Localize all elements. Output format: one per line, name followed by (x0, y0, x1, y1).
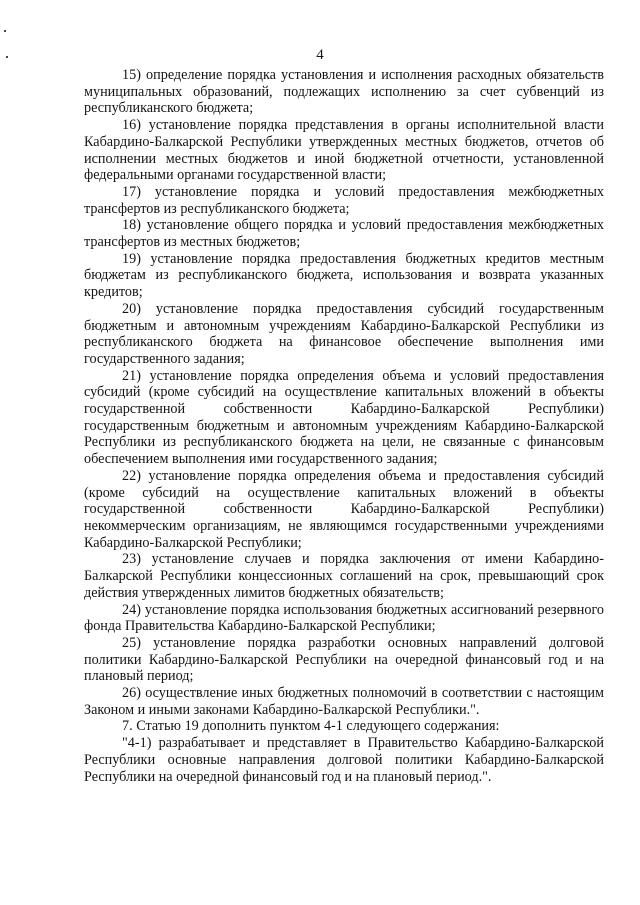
paragraph-article-19-amendment: 7. Статью 19 дополнить пунктом 4-1 следующего содержания: (122, 718, 500, 735)
paragraph-item-25: 25) установление порядка разработки основных направлений долговой политики Кабардино-Балкарской Республики на очередной финансовый год и на плановый период; (84, 634, 604, 685)
paragraph-item-18: 18) установление общего порядка и условий предоставления межбюджетных трансфертов из местных бюджетов; (84, 217, 604, 251)
paragraph-item-20: 20) установление порядка предоставления субсидий государственным бюджетным и автономным учреждениям Кабардино-Балкарской Республики из республиканского бюджета на финансовое обеспечение выполнения ими государственного задания; (84, 300, 604, 367)
paragraph-item-22: 22) установление порядка определения объема и предоставления субсидий (кроме субсидий на осуществление капитальных вложений в объекты государственной собственности Кабардино-Балкарской Республики) некоммерческим организациям, не являющимся государственными учреждениями Кабардино-Балкарской Республики; (84, 467, 604, 551)
paragraph-item-16: 16) установление порядка представления в органы исполнительной власти Кабардино-Балкарской Республики утвержденных местных бюджетов, отчетов об исполнении местных бюджетов и иной бюджетной отчетности, установленной федеральными органами государственной власти; (84, 117, 604, 184)
scan-speck (4, 30, 6, 32)
paragraph-item-21: 21) установление порядка определения объема и условий предоставления субсидий (кроме субсидий на осуществление капитальных вложений в объекты государственной собственности Кабардино-Балкарской Республики) государственным бюджетным и автономным учреждениям Кабардино-Балкарской Республики из республиканского бюджета на цели, не связанные с финансовым обеспечением выполнения ими государственного задания; (84, 367, 604, 468)
paragraph-item-24: 24) установление порядка использования бюджетных ассигнований резервного фонда Правительства Кабардино-Балкарской Республики; (84, 601, 604, 635)
page-number: 4 (316, 47, 324, 63)
paragraph-item-23: 23) установление случаев и порядка заключения от имени Кабардино-Балкарской Республики концессионных соглашений на срок, превышающий срок действия утвержденных лимитов бюджетных обязательств; (84, 551, 604, 601)
paragraph-item-15: 15) определение порядка установления и исполнения расходных обязательств муниципальных образований, подлежащих исполнению за счет субвенций из республиканского бюджета; (84, 67, 604, 117)
document-body (84, 67, 604, 785)
paragraph-item-26: 26) осуществление иных бюджетных полномочий в соответствии с настоящим Законом и иными законами Кабардино-Балкарской Республики.". (84, 685, 604, 718)
paragraph-item-4-1: "4-1) разрабатывает и представляет в Правительство Кабардино-Балкарской Республики основные направления долговой политики Кабардино-Балкарской Республики на очередной финансовый год и на плановый период.". (84, 735, 604, 785)
paragraph-item-19: 19) установление порядка предоставления бюджетных кредитов местным бюджетам из республиканского бюджета, использования и возврата указанных кредитов; (84, 250, 604, 301)
paragraph-item-17: 17) установление порядка и условий предоставления межбюджетных трансфертов из республиканского бюджета; (84, 183, 604, 217)
